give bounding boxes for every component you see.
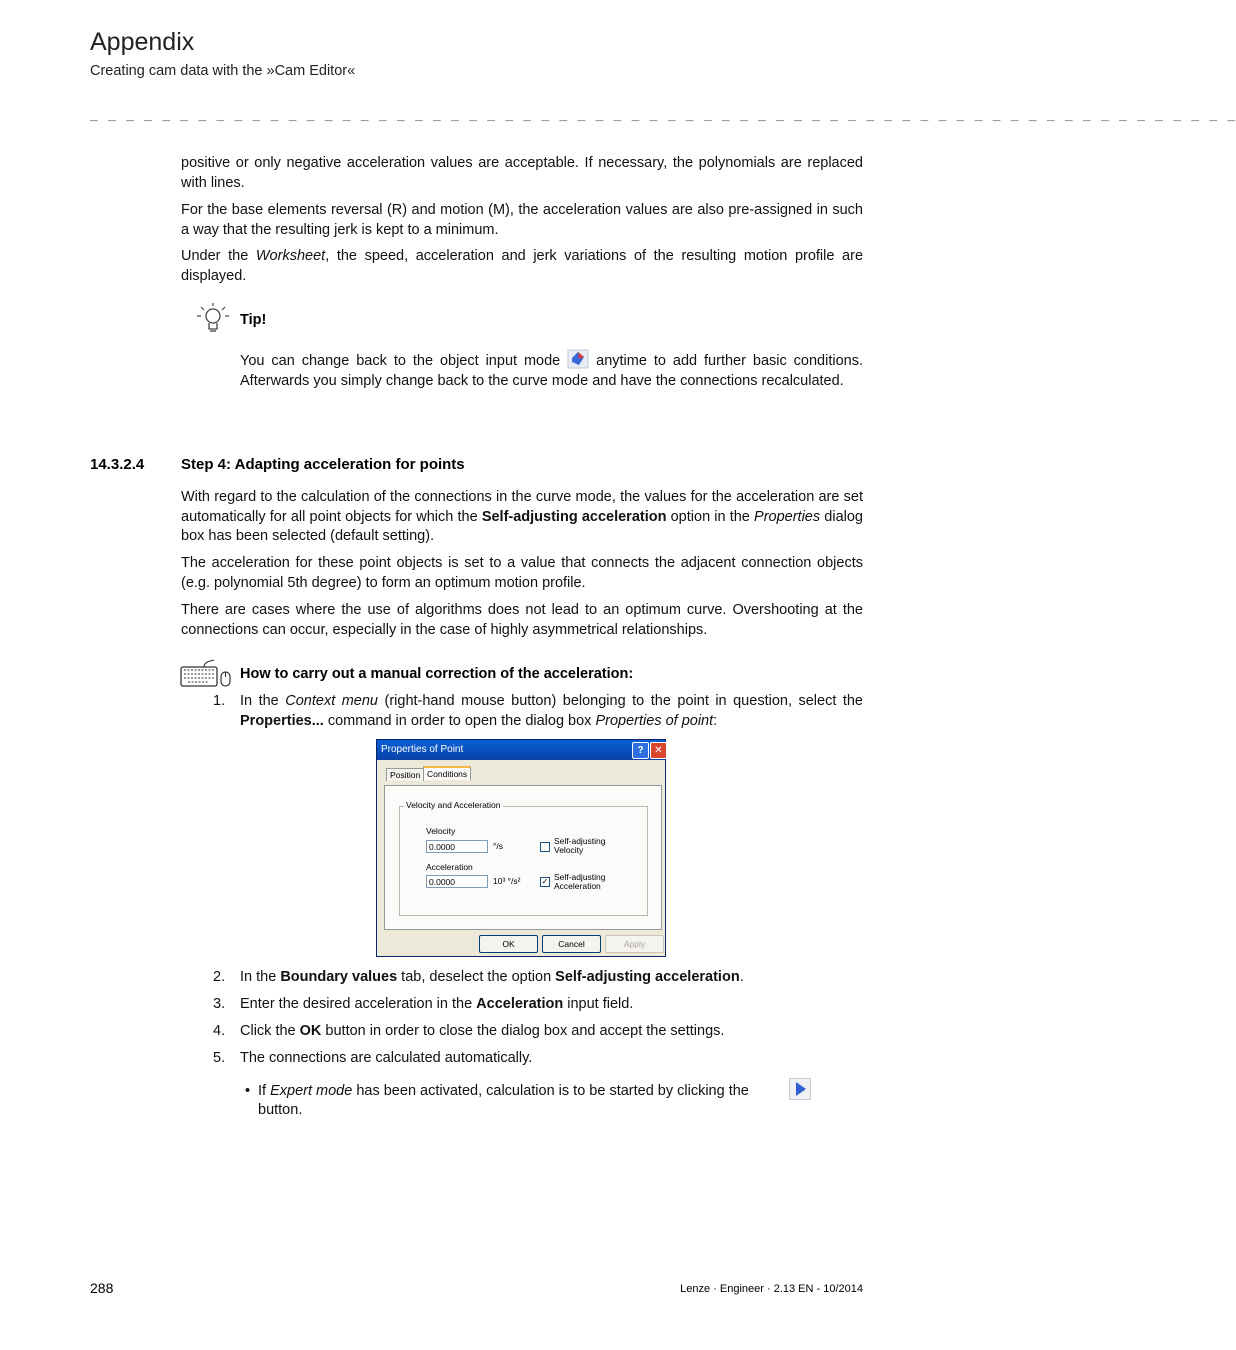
lightbulb-icon [196, 302, 230, 334]
play-icon[interactable] [789, 1078, 811, 1100]
step-1-number: 1. [213, 693, 226, 709]
page-number: 288 [90, 1280, 114, 1296]
velocity-input[interactable]: 0.0000 [426, 840, 488, 853]
tab-conditions[interactable]: Conditions [423, 766, 471, 780]
intro-paragraph-2: For the base elements reversal (R) and motion (M), the acceleration values are also pre-assigned in such a way that the resulting jerk is kept to a minimum. [181, 202, 863, 238]
step-3-text: Enter the desired acceleration in the Acceleration input field. [240, 996, 634, 1012]
page-title: Appendix [90, 28, 195, 56]
section-paragraph-1: With regard to the calculation of the connections in the curve mode, the values for the acceleration are set automatically for all point objects for which the Self-adjusting acceleration option in the Properties dialog box has been selected (default setting). [181, 489, 863, 544]
section-title: Step 4: Adapting acceleration for points [181, 456, 465, 473]
object-input-mode-icon [567, 349, 589, 369]
close-icon[interactable]: ✕ [650, 742, 667, 759]
footer-doc-info: Lenze · Engineer · 2.13 EN - 10/2014 [680, 1283, 863, 1295]
self-adjusting-acceleration-checkbox[interactable]: ✓ [541, 877, 549, 886]
section-number: 14.3.2.4 [90, 456, 145, 473]
self-adjusting-velocity-checkbox[interactable] [540, 842, 550, 852]
group-label: Velocity and Acceleration [406, 800, 501, 810]
intro-paragraph-1: positive or only negative acceleration values are acceptable. If necessary, the polynomials are replaced with lines. [181, 155, 863, 191]
section-paragraph-2: The acceleration for these point objects is set to a value that connects the adjacent connection objects (e.g. polynomial 5th degree) to form an optimum motion profile. [181, 555, 863, 591]
step-2-number: 2. [213, 969, 226, 985]
dialog-titlebar [377, 740, 665, 760]
help-icon[interactable]: ? [632, 742, 649, 759]
section-paragraph-3: There are cases where the use of algorithms does not lead to an optimum curve. Overshooting at the connections can occur, especially in the case of highly asymmetrical relationships. [181, 602, 863, 638]
acceleration-label: Acceleration [426, 862, 473, 872]
acceleration-unit: 10³ °/s² [493, 876, 521, 886]
tab-position[interactable]: Position [386, 768, 424, 781]
step-3-number: 3. [213, 996, 226, 1012]
bullet-dot: • [245, 1083, 251, 1099]
keyboard-mouse-icon [180, 659, 234, 689]
step-5-text: The connections are calculated automatically. [240, 1050, 533, 1066]
acceleration-input[interactable]: 0.0000 [426, 875, 488, 888]
bullet-text: If Expert mode has been activated, calculation is to be started by clicking the [258, 1083, 749, 1099]
apply-button[interactable]: Apply [605, 935, 664, 953]
tip-label: Tip! [240, 312, 267, 328]
step-1-text: In the Context menu (right-hand mouse button) belonging to the point in question, select the Properties... command in order to open the dialog box Properties of point: [240, 693, 863, 729]
ok-button[interactable]: OK [479, 935, 538, 953]
conditions-panel [384, 785, 662, 930]
step-4-number: 4. [213, 1023, 226, 1039]
velocity-label: Velocity [426, 826, 456, 836]
bullet-text-end: button. [258, 1102, 303, 1118]
cancel-button[interactable]: Cancel [542, 935, 601, 953]
page-subtitle: Creating cam data with the »Cam Editor« [90, 63, 356, 79]
properties-of-point-dialog [376, 739, 666, 957]
step-2-text: In the Boundary values tab, deselect the option Self-adjusting acceleration. [240, 969, 744, 985]
step-4-text: Click the OK button in order to close the dialog box and accept the settings. [240, 1023, 725, 1039]
dialog-title: Properties of Point [381, 744, 464, 755]
velocity-acceleration-group [399, 800, 648, 916]
howto-title: How to carry out a manual correction of the acceleration: [240, 666, 634, 682]
header-rule: _ _ _ _ _ _ _ _ _ _ _ _ _ _ _ _ _ _ _ _ _ _ _ _ _ _ _ _ _ _ _ _ _ _ _ _ _ _ _ _ _ _ _ _ _ _ _ _ _ _ _ _ _ _ _ _ _ _ _ _ _ _ _ _ [90, 107, 1236, 122]
step-5-number: 5. [213, 1050, 226, 1066]
velocity-unit: °/s [493, 841, 504, 851]
self-adjusting-acceleration-label: Self-adjusting Acceleration [554, 872, 606, 891]
intro-paragraph-3: Under the Worksheet, the speed, acceleration and jerk variations of the resulting motion profile are displayed. [181, 248, 864, 284]
self-adjusting-velocity-label: Self-adjusting Velocity [554, 836, 606, 855]
tip-text: You can change back to the object input mode anytime to add further basic conditions. Afterwards you simply change back to the curve mode and have the connections recalculated. [240, 349, 863, 391]
